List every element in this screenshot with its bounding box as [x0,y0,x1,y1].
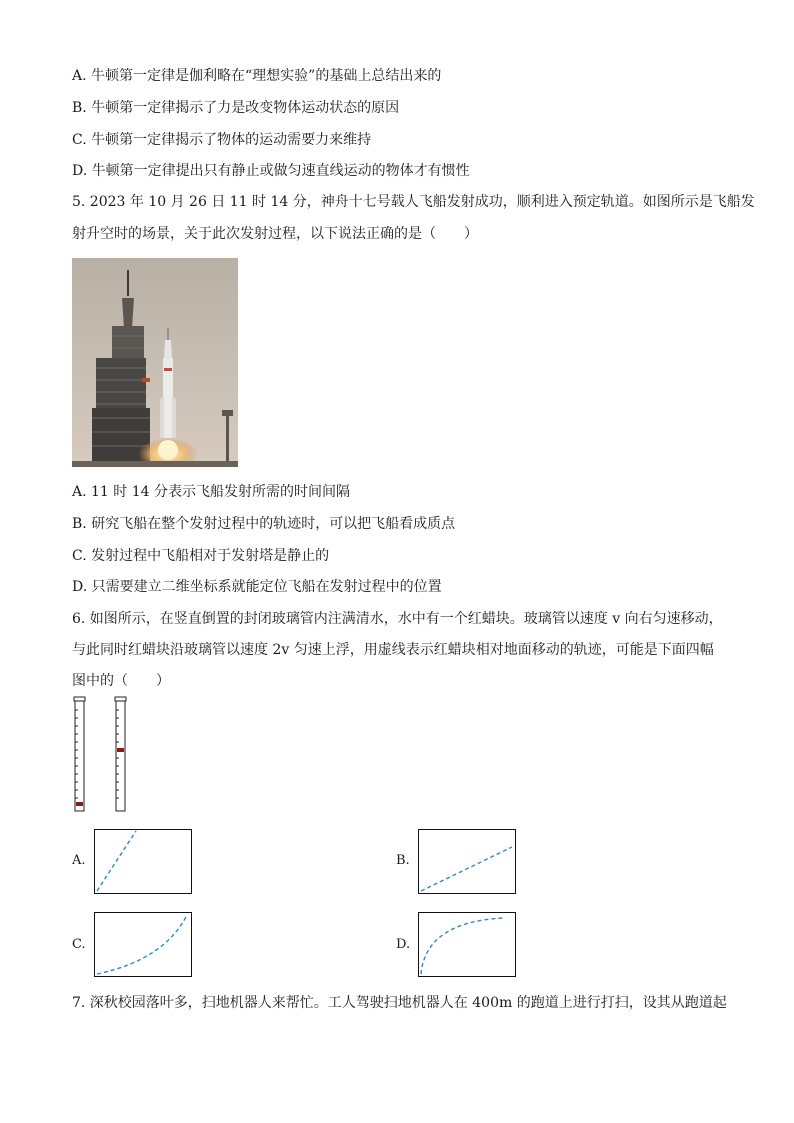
q4-option-c: C. 牛顿第一定律揭示了物体的运动需要力来维持 [72,132,372,148]
q5-stem-line2: 射升空时的场景，关于此次发射过程，以下说法正确的是（ ） [72,226,478,242]
glass-tube-right [115,697,126,811]
q4-option-b: B. 牛顿第一定律揭示了力是改变物体运动状态的原因 [72,100,400,116]
wax-block-right [117,748,124,752]
q5-option-c: C. 发射过程中飞船相对于发射塔是静止的 [72,548,330,564]
q6-option-a-graph [94,829,192,895]
q4-option-d: D. 牛顿第一定律提出只有静止或做匀速直线运动的物体才有惯性 [72,163,470,179]
q5-option-d: D. 只需要建立二维坐标系就能定位飞船在发射过程中的位置 [72,579,442,595]
wax-block-left [76,802,83,806]
q5-stem-line1: 5. 2023 年 10 月 26 日 11 时 14 分，神舟十七号载人飞船发射成功，顺利进入预定轨道。如图所示是飞船发 [72,194,755,210]
q6-stem-line3: 图中的（ ） [72,673,170,689]
q6-option-d-graph [418,912,516,978]
q6-stem-line1: 6. 如图所示，在竖直倒置的封闭玻璃管内注满清水，水中有一个红蜡块。玻璃管以速度 v 向右匀速移动， [72,611,723,627]
rocket-launch-photo [72,258,238,467]
q6-option-a-label: A. [72,853,86,868]
q4-option-a: A. 牛顿第一定律是伽利略在“理想实验”的基础上总结出来的 [72,68,442,84]
q7-stem-line1: 7. 深秋校园落叶多，扫地机器人来帮忙。工人驾驶扫地机器人在 400m 的跑道上进行打扫，设其从跑道起 [72,995,727,1011]
q6-stem-line2: 与此同时红蜡块沿玻璃管以速度 2v 匀速上浮，用虚线表示红蜡块相对地面移动的轨迹，可能是下面四幅 [72,642,714,658]
q5-option-b: B. 研究飞船在整个发射过程中的轨迹时，可以把飞船看成质点 [72,516,456,532]
glass-tubes-figure [72,696,132,818]
glass-tube-left [74,697,85,811]
q6-option-c-label: C. [72,937,86,952]
q6-option-b-label: B. [396,853,410,868]
q6-option-b-graph [418,829,516,895]
q6-option-d-label: D. [396,937,411,952]
q5-option-a: A. 11 时 14 分表示飞船发射所需的时间间隔 [72,484,350,500]
q6-option-c-graph [94,912,192,978]
